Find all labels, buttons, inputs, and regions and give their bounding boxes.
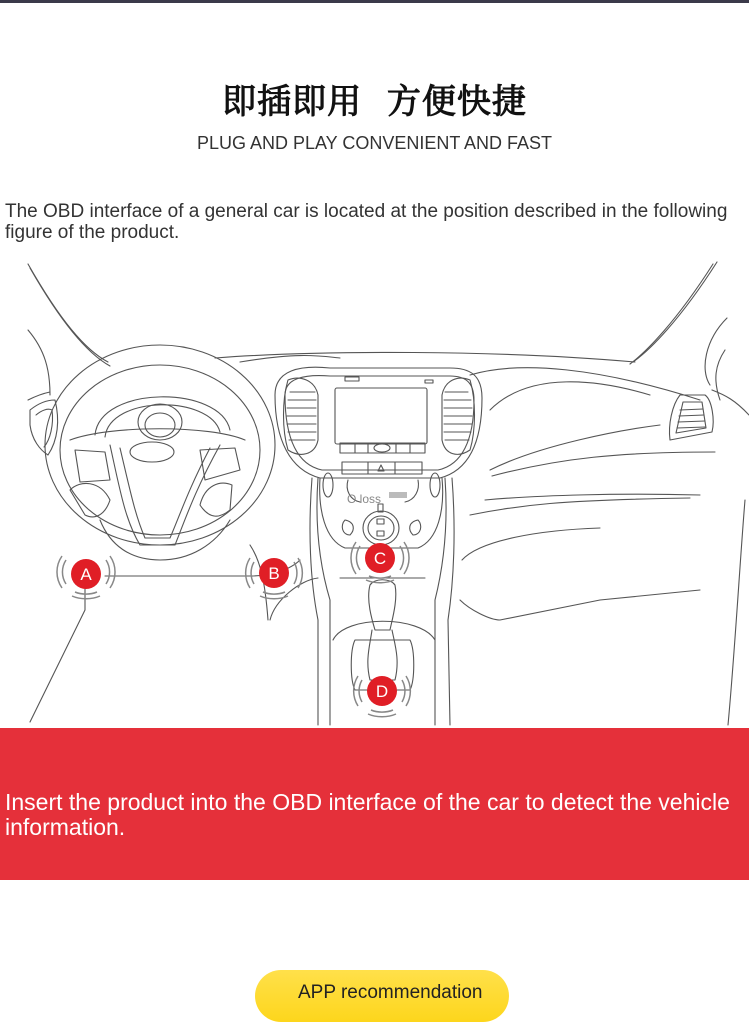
svg-text:D: D	[375, 682, 389, 701]
svg-text:A: A	[80, 565, 92, 584]
console-label	[347, 492, 407, 506]
marker-d	[354, 676, 411, 717]
marker-a	[57, 556, 115, 599]
svg-text:B: B	[268, 564, 280, 583]
page-title-chinese: 即插即用 方便快捷	[222, 82, 527, 122]
marker-b	[246, 558, 303, 599]
marker-c	[351, 542, 409, 583]
app-recommendation-button[interactable]: APP recommendation	[255, 970, 509, 1022]
page-subtitle-english: PLUG AND PLAY CONVENIENT AND FAST	[196, 133, 553, 153]
svg-text:O loss: O loss	[347, 492, 382, 506]
top-border	[0, 0, 749, 3]
dashboard-illustration	[0, 255, 749, 728]
instruction-banner	[0, 728, 749, 880]
intro-text: The OBD interface of a general car is located at the position described in the following figure of the product.	[5, 201, 728, 243]
banner-text: Insert the product into the OBD interface of the car to detect the vehicle information.	[5, 789, 730, 840]
svg-text:C: C	[373, 549, 387, 568]
